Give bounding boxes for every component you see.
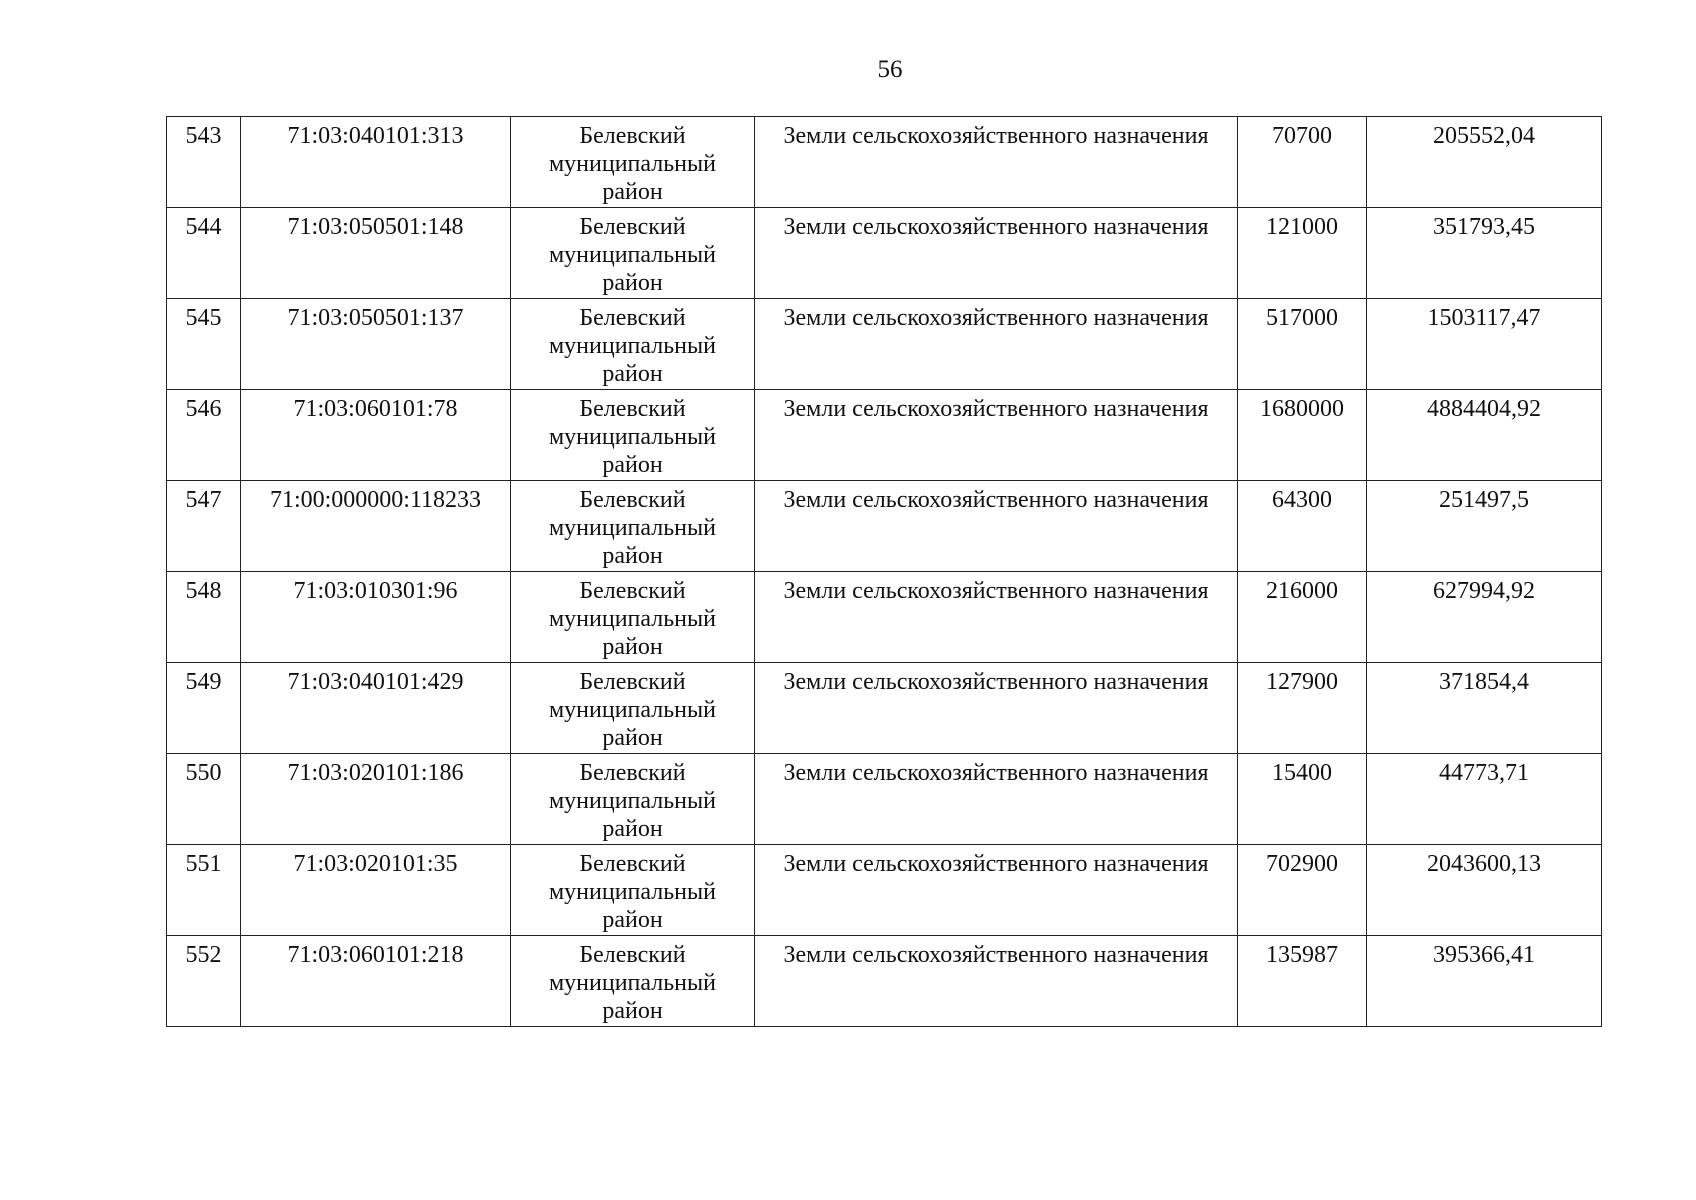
table-row <box>167 299 1602 390</box>
area-cell: 127900 <box>1238 663 1367 754</box>
area-cell: 517000 <box>1238 299 1367 390</box>
table-body <box>167 117 1602 1027</box>
row-number-cell: 551 <box>167 845 241 936</box>
land-category-cell: Земли сельскохозяйственного назначения <box>755 208 1238 299</box>
cadastral-number-cell: 71:03:020101:35 <box>241 845 511 936</box>
table-row <box>167 936 1602 1027</box>
land-category-cell: Земли сельскохозяйственного назначения <box>755 845 1238 936</box>
area-cell: 15400 <box>1238 754 1367 845</box>
district-cell: Белевский муниципальный район <box>511 572 755 663</box>
land-category-cell: Земли сельскохозяйственного назначения <box>755 754 1238 845</box>
cadastral-value-cell: 395366,41 <box>1367 936 1602 1027</box>
table-row <box>167 117 1602 208</box>
table-row <box>167 754 1602 845</box>
land-category-cell: Земли сельскохозяйственного назначения <box>755 572 1238 663</box>
cadastral-value-cell: 44773,71 <box>1367 754 1602 845</box>
district-cell: Белевский муниципальный район <box>511 117 755 208</box>
row-number-cell: 543 <box>167 117 241 208</box>
row-number-cell: 544 <box>167 208 241 299</box>
row-number-cell: 550 <box>167 754 241 845</box>
land-category-cell: Земли сельскохозяйственного назначения <box>755 936 1238 1027</box>
area-cell: 1680000 <box>1238 390 1367 481</box>
cadastral-value-cell: 205552,04 <box>1367 117 1602 208</box>
table-row <box>167 390 1602 481</box>
cadastral-value-cell: 371854,4 <box>1367 663 1602 754</box>
cadastral-number-cell: 71:03:050501:137 <box>241 299 511 390</box>
cadastral-number-cell: 71:03:040101:313 <box>241 117 511 208</box>
table-row <box>167 208 1602 299</box>
district-cell: Белевский муниципальный район <box>511 299 755 390</box>
table-row <box>167 572 1602 663</box>
row-number-cell: 546 <box>167 390 241 481</box>
cadastral-number-cell: 71:00:000000:118233 <box>241 481 511 572</box>
cadastral-number-cell: 71:03:060101:218 <box>241 936 511 1027</box>
table-row <box>167 845 1602 936</box>
land-category-cell: Земли сельскохозяйственного назначения <box>755 481 1238 572</box>
table-row <box>167 663 1602 754</box>
area-cell: 135987 <box>1238 936 1367 1027</box>
row-number-cell: 549 <box>167 663 241 754</box>
cadastral-value-cell: 4884404,92 <box>1367 390 1602 481</box>
area-cell: 64300 <box>1238 481 1367 572</box>
cadastral-number-cell: 71:03:040101:429 <box>241 663 511 754</box>
cadastral-number-cell: 71:03:050501:148 <box>241 208 511 299</box>
cadastral-value-cell: 627994,92 <box>1367 572 1602 663</box>
row-number-cell: 547 <box>167 481 241 572</box>
land-category-cell: Земли сельскохозяйственного назначения <box>755 390 1238 481</box>
cadastral-value-cell: 1503117,47 <box>1367 299 1602 390</box>
land-plots-table <box>166 116 1602 1027</box>
land-category-cell: Земли сельскохозяйственного назначения <box>755 299 1238 390</box>
table-row <box>167 481 1602 572</box>
district-cell: Белевский муниципальный район <box>511 208 755 299</box>
row-number-cell: 545 <box>167 299 241 390</box>
cadastral-number-cell: 71:03:010301:96 <box>241 572 511 663</box>
district-cell: Белевский муниципальный район <box>511 390 755 481</box>
cadastral-value-cell: 251497,5 <box>1367 481 1602 572</box>
district-cell: Белевский муниципальный район <box>511 754 755 845</box>
district-cell: Белевский муниципальный район <box>511 481 755 572</box>
area-cell: 70700 <box>1238 117 1367 208</box>
district-cell: Белевский муниципальный район <box>511 663 755 754</box>
area-cell: 216000 <box>1238 572 1367 663</box>
area-cell: 702900 <box>1238 845 1367 936</box>
cadastral-number-cell: 71:03:020101:186 <box>241 754 511 845</box>
district-cell: Белевский муниципальный район <box>511 845 755 936</box>
row-number-cell: 548 <box>167 572 241 663</box>
cadastral-value-cell: 351793,45 <box>1367 208 1602 299</box>
row-number-cell: 552 <box>167 936 241 1027</box>
land-category-cell: Земли сельскохозяйственного назначения <box>755 117 1238 208</box>
cadastral-value-cell: 2043600,13 <box>1367 845 1602 936</box>
cadastral-number-cell: 71:03:060101:78 <box>241 390 511 481</box>
district-cell: Белевский муниципальный район <box>511 936 755 1027</box>
area-cell: 121000 <box>1238 208 1367 299</box>
page-number: 56 <box>877 56 903 83</box>
land-category-cell: Земли сельскохозяйственного назначения <box>755 663 1238 754</box>
